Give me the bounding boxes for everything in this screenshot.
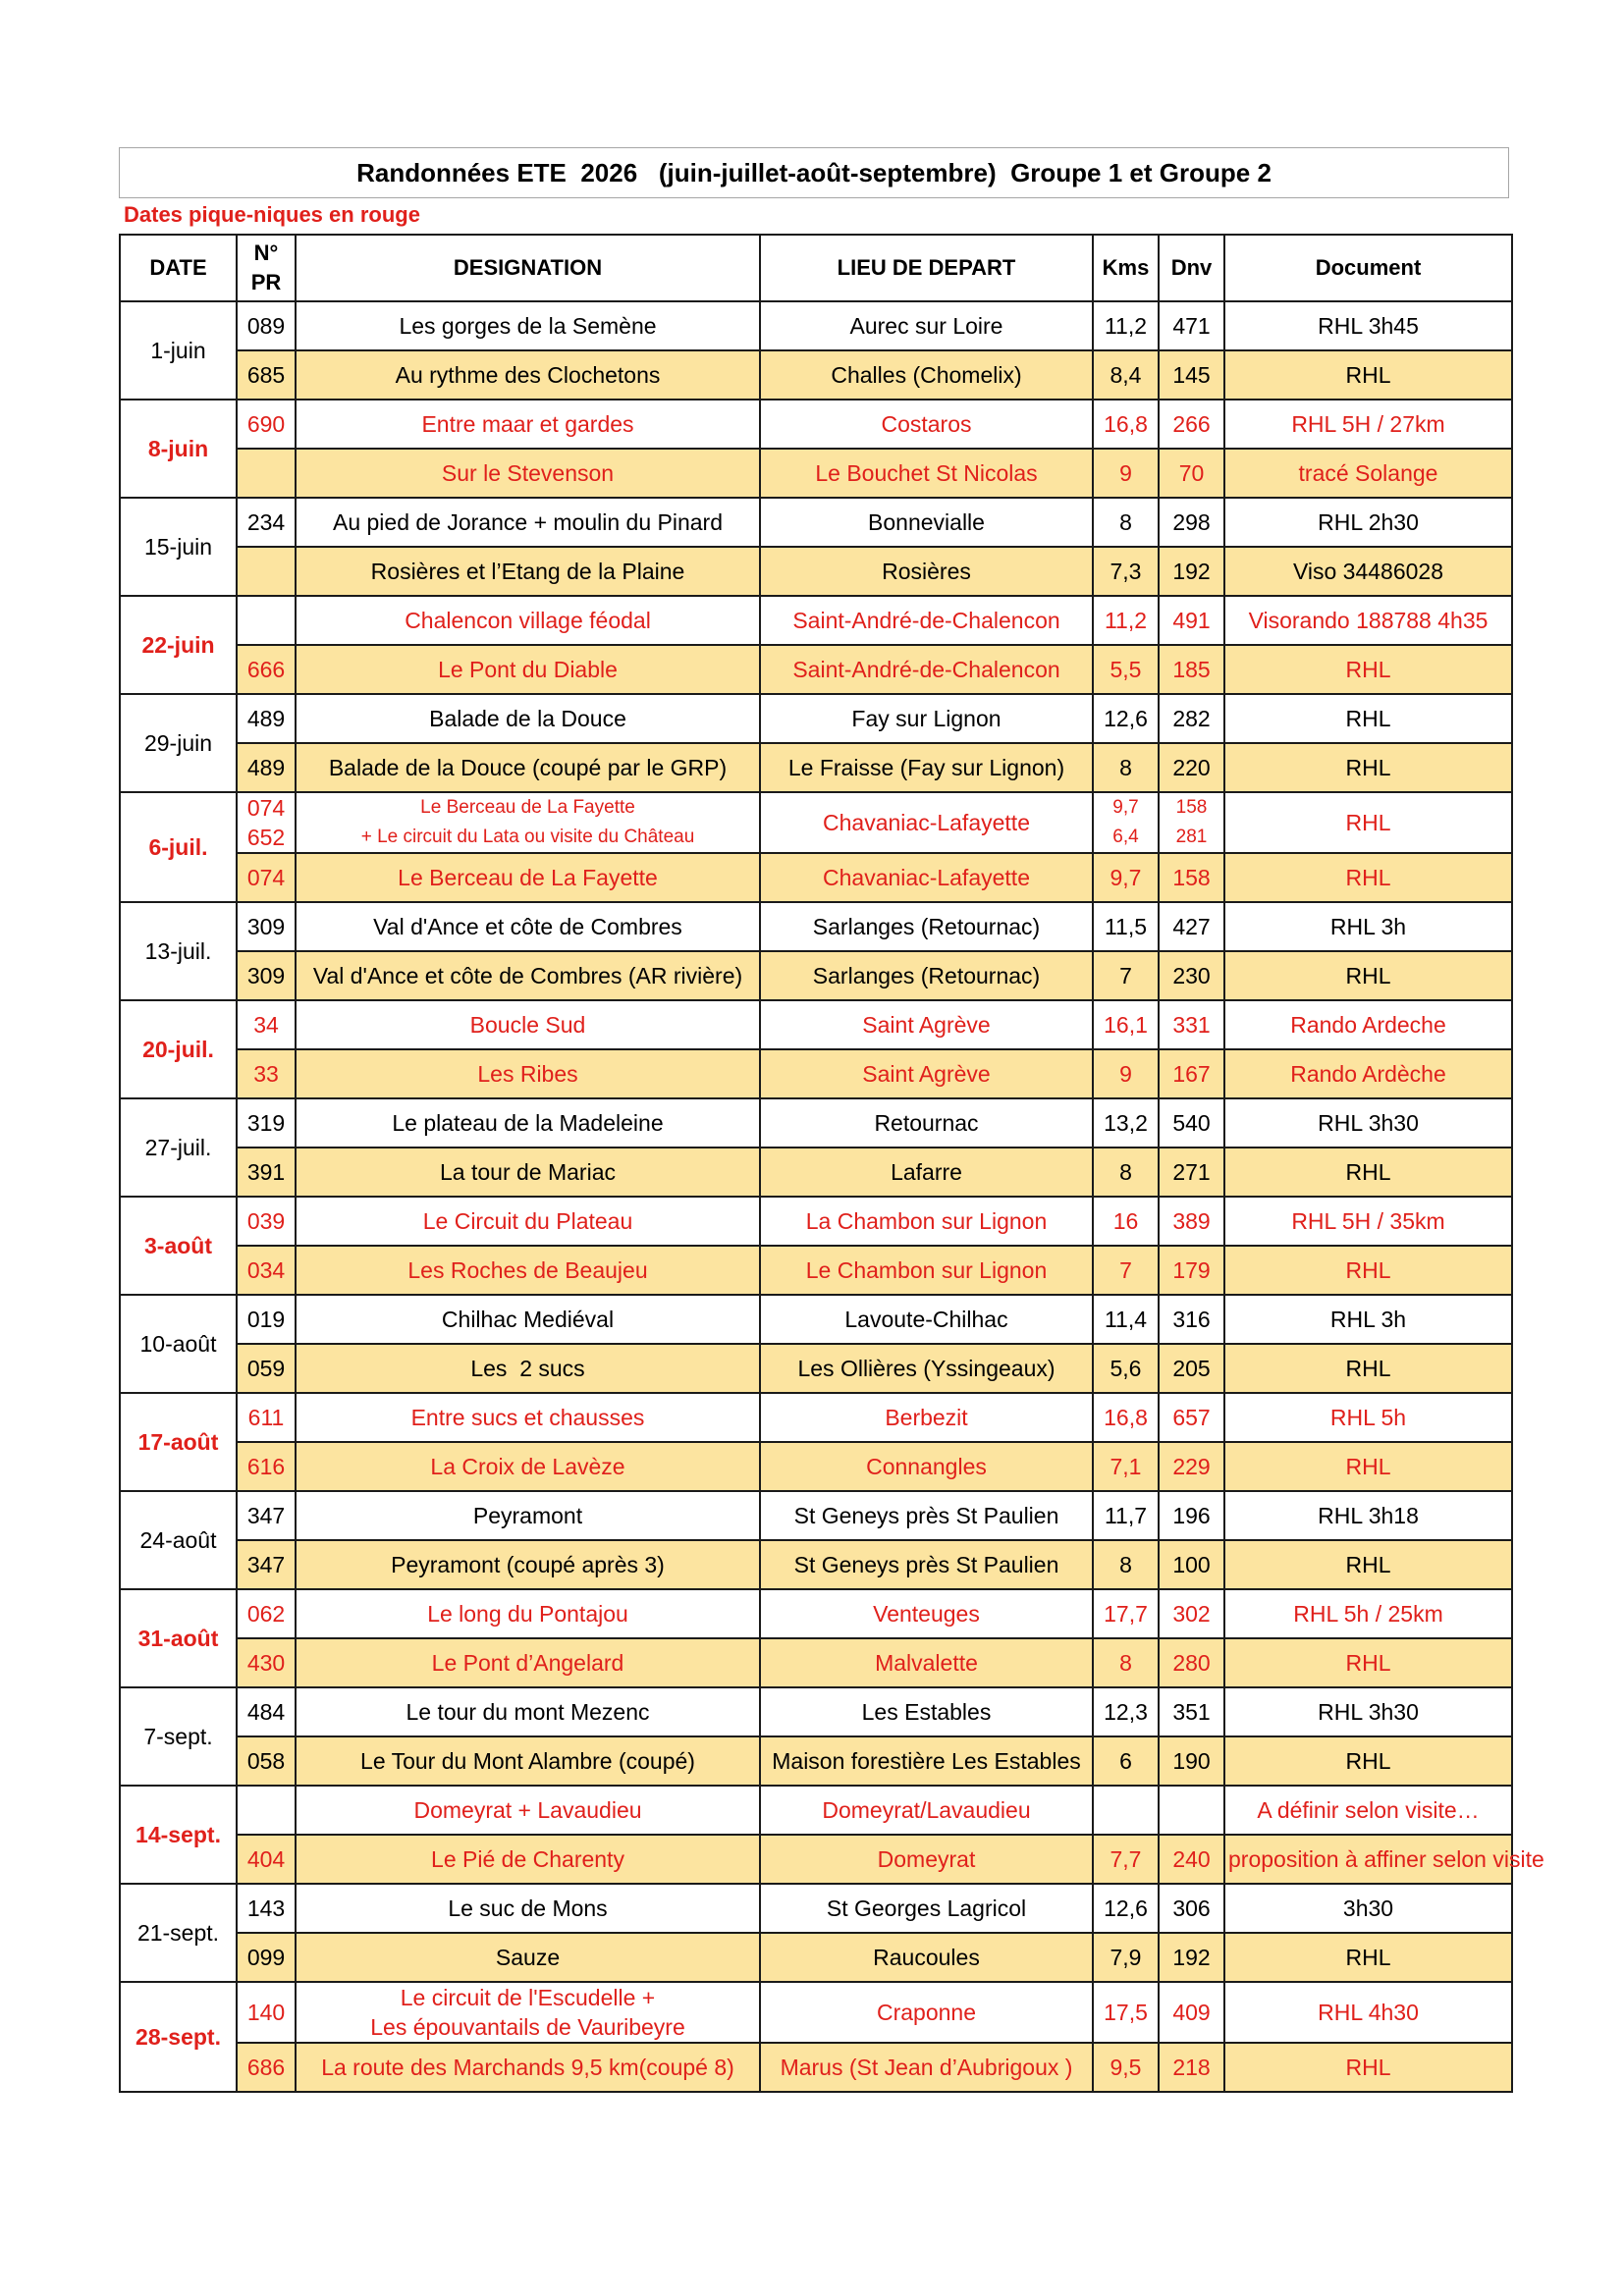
dnv-cell: 266 (1159, 400, 1224, 449)
table-row (120, 2043, 1512, 2092)
dnv-cell: 316 (1159, 1295, 1224, 1344)
designation-cell: Le Pié de Charenty (296, 1835, 760, 1884)
lieu-cell: Le Fraisse (Fay sur Lignon) (760, 743, 1093, 792)
document-cell: RHL 3h18 (1224, 1491, 1512, 1540)
dnv-cell: 657 (1159, 1393, 1224, 1442)
date-cell: 6-juil. (120, 792, 237, 902)
kms-cell: 17,7 (1093, 1589, 1159, 1638)
num-cell: 309 (237, 902, 296, 951)
kms-cell: 16,8 (1093, 400, 1159, 449)
kms-cell: 7,3 (1093, 547, 1159, 596)
document-cell: RHL 3h30 (1224, 1098, 1512, 1148)
designation-cell: Balade de la Douce (coupé par le GRP) (296, 743, 760, 792)
designation-cell: La route des Marchands 9,5 km(coupé 8) (296, 2043, 760, 2092)
designation-cell (296, 792, 760, 853)
kms-cell: 17,5 (1093, 1982, 1159, 2043)
table-row (120, 1393, 1512, 1442)
designation-line: Le circuit de l'Escudelle + (400, 1985, 656, 2010)
num-cell: 690 (237, 400, 296, 449)
header-lieu: LIEU DE DEPART (760, 235, 1093, 301)
lieu-cell: Lavoute-Chilhac (760, 1295, 1093, 1344)
designation-cell: Le Berceau de La Fayette (296, 853, 760, 902)
num-cell: 319 (237, 1098, 296, 1148)
document-cell: RHL (1224, 743, 1512, 792)
lieu-cell: Les Estables (760, 1687, 1093, 1736)
num-cell: 611 (237, 1393, 296, 1442)
document-cell: RHL 4h30 (1224, 1982, 1512, 2043)
document-cell: proposition à affiner selon visite (1224, 1835, 1512, 1884)
num-cell: 33 (237, 1049, 296, 1098)
dnv-cell (1159, 792, 1224, 853)
num-cell (237, 449, 296, 498)
document-cell: RHL 5H / 35km (1224, 1197, 1512, 1246)
table-row (120, 350, 1512, 400)
dnv-cell: 491 (1159, 596, 1224, 645)
kms-cell: 7,9 (1093, 1933, 1159, 1982)
date-cell: 7-sept. (120, 1687, 237, 1786)
kms-cell: 11,2 (1093, 596, 1159, 645)
designation-cell: Les 2 sucs (296, 1344, 760, 1393)
dnv-cell: 70 (1159, 449, 1224, 498)
designation-line: + Le circuit du Lata ou visite du Château (360, 827, 695, 847)
date-cell: 1-juin (120, 301, 237, 400)
num-cell: 059 (237, 1344, 296, 1393)
dnv-cell: 389 (1159, 1197, 1224, 1246)
lieu-cell: Venteuges (760, 1589, 1093, 1638)
num-cell: 039 (237, 1197, 296, 1246)
table-row (120, 1246, 1512, 1295)
date-cell: 14-sept. (120, 1786, 237, 1884)
kms-cell (1093, 792, 1159, 853)
date-cell: 22-juin (120, 596, 237, 694)
designation-cell: Les Ribes (296, 1049, 760, 1098)
kms-cell (1093, 1786, 1159, 1835)
num-cell: 484 (237, 1687, 296, 1736)
table-row (120, 902, 1512, 951)
table-row (120, 1589, 1512, 1638)
lieu-cell: Challes (Chomelix) (760, 350, 1093, 400)
table-row (120, 1344, 1512, 1393)
date-cell: 21-sept. (120, 1884, 237, 1982)
page-title: Randonnées ETE 2026 (juin-juillet-août-septembre) Groupe 1 et Groupe 2 (119, 147, 1509, 198)
lieu-cell: Connangles (760, 1442, 1093, 1491)
kms-cell: 16,1 (1093, 1000, 1159, 1049)
dnv-cell: 240 (1159, 1835, 1224, 1884)
num-cell: 034 (237, 1246, 296, 1295)
dnv-cell: 230 (1159, 951, 1224, 1000)
designation-cell: Les Roches de Beaujeu (296, 1246, 760, 1295)
num-cell: 099 (237, 1933, 296, 1982)
dnv-cell: 409 (1159, 1982, 1224, 2043)
num-cell: 074 (237, 853, 296, 902)
document-cell: RHL (1224, 645, 1512, 694)
num-cell: 347 (237, 1540, 296, 1589)
lieu-cell: Saint-André-de-Chalencon (760, 645, 1093, 694)
header-num-line2: PR (250, 270, 282, 294)
lieu-cell: Malvalette (760, 1638, 1093, 1687)
designation-cell: Sur le Stevenson (296, 449, 760, 498)
lieu-cell: La Chambon sur Lignon (760, 1197, 1093, 1246)
date-cell: 3-août (120, 1197, 237, 1295)
dnv-cell: 271 (1159, 1148, 1224, 1197)
kms-cell: 5,6 (1093, 1344, 1159, 1393)
dnv-cell: 205 (1159, 1344, 1224, 1393)
table-row (120, 1884, 1512, 1933)
dnv-cell: 192 (1159, 547, 1224, 596)
kms-cell: 9 (1093, 1049, 1159, 1098)
document-cell: A définir selon visite… (1224, 1786, 1512, 1835)
lieu-cell: Retournac (760, 1098, 1093, 1148)
document-cell: RHL 5h / 25km (1224, 1589, 1512, 1638)
header-dnv: Dnv (1159, 235, 1224, 301)
table-row (120, 1295, 1512, 1344)
date-cell: 29-juin (120, 694, 237, 792)
table-row (120, 1442, 1512, 1491)
document-cell: RHL 3h30 (1224, 1687, 1512, 1736)
designation-cell: Le tour du mont Mezenc (296, 1687, 760, 1736)
table-row (120, 694, 1512, 743)
kms-cell: 8 (1093, 1638, 1159, 1687)
designation-cell: Le Circuit du Plateau (296, 1197, 760, 1246)
dnv-cell: 190 (1159, 1736, 1224, 1786)
dnv-cell: 167 (1159, 1049, 1224, 1098)
num-cell (237, 1786, 296, 1835)
date-cell: 10-août (120, 1295, 237, 1393)
date-cell: 20-juil. (120, 1000, 237, 1098)
designation-cell: Le suc de Mons (296, 1884, 760, 1933)
document-cell: RHL (1224, 1246, 1512, 1295)
designation-cell: Entre sucs et chausses (296, 1393, 760, 1442)
num-cell: 140 (237, 1982, 296, 2043)
num-cell: 058 (237, 1736, 296, 1786)
date-cell: 24-août (120, 1491, 237, 1589)
lieu-cell: Costaros (760, 400, 1093, 449)
document-cell: RHL (1224, 1442, 1512, 1491)
header-document: Document (1224, 235, 1512, 301)
num-cell: 234 (237, 498, 296, 547)
document-cell: RHL 3h (1224, 902, 1512, 951)
designation-cell: Le Pont d’Angelard (296, 1638, 760, 1687)
kms-cell: 12,3 (1093, 1687, 1159, 1736)
num-cell (237, 547, 296, 596)
lieu-cell: Saint Agrève (760, 1000, 1093, 1049)
kms-cell: 11,5 (1093, 902, 1159, 951)
designation-cell: Domeyrat + Lavaudieu (296, 1786, 760, 1835)
dnv-cell: 179 (1159, 1246, 1224, 1295)
kms-cell: 11,7 (1093, 1491, 1159, 1540)
num-cell: 143 (237, 1884, 296, 1933)
kms-cell: 8,4 (1093, 350, 1159, 400)
table-row (120, 951, 1512, 1000)
lieu-cell: Les Ollières (Yssingeaux) (760, 1344, 1093, 1393)
lieu-cell: Le Bouchet St Nicolas (760, 449, 1093, 498)
designation-cell: Peyramont (coupé après 3) (296, 1540, 760, 1589)
kms-line: 6,4 (1112, 827, 1139, 847)
table-row (120, 1786, 1512, 1835)
document-cell: RHL (1224, 951, 1512, 1000)
dnv-cell: 145 (1159, 350, 1224, 400)
dnv-cell: 280 (1159, 1638, 1224, 1687)
table-row (120, 853, 1512, 902)
dnv-cell: 218 (1159, 2043, 1224, 2092)
dnv-cell: 298 (1159, 498, 1224, 547)
date-cell: 17-août (120, 1393, 237, 1491)
dnv-cell (1159, 1786, 1224, 1835)
num-line: 652 (246, 825, 286, 850)
kms-cell: 8 (1093, 743, 1159, 792)
document-cell: tracé Solange (1224, 449, 1512, 498)
dnv-cell: 220 (1159, 743, 1224, 792)
table-row (120, 792, 1512, 853)
date-cell: 13-juil. (120, 902, 237, 1000)
designation-cell: Balade de la Douce (296, 694, 760, 743)
lieu-cell: Lafarre (760, 1148, 1093, 1197)
kms-cell: 16,8 (1093, 1393, 1159, 1442)
num-line: 074 (246, 795, 286, 821)
table-row (120, 1933, 1512, 1982)
dnv-line: 158 (1175, 797, 1208, 818)
document-cell: Visorando 188788 4h35 (1224, 596, 1512, 645)
document-cell: Rando Ardeche (1224, 1000, 1512, 1049)
dnv-cell: 471 (1159, 301, 1224, 350)
table-row (120, 1148, 1512, 1197)
table-row (120, 1049, 1512, 1098)
num-cell: 34 (237, 1000, 296, 1049)
kms-cell: 12,6 (1093, 1884, 1159, 1933)
lieu-cell: Raucoules (760, 1933, 1093, 1982)
designation-line: Le Berceau de La Fayette (420, 797, 635, 818)
num-cell: 666 (237, 645, 296, 694)
header-kms: Kms (1093, 235, 1159, 301)
num-cell: 062 (237, 1589, 296, 1638)
designation-cell: La Croix de Lavèze (296, 1442, 760, 1491)
kms-cell: 7,1 (1093, 1442, 1159, 1491)
table-row (120, 1098, 1512, 1148)
date-cell: 8-juin (120, 400, 237, 498)
lieu-cell: Domeyrat/Lavaudieu (760, 1786, 1093, 1835)
document-cell: RHL (1224, 1933, 1512, 1982)
dnv-cell: 229 (1159, 1442, 1224, 1491)
kms-cell: 9 (1093, 449, 1159, 498)
lieu-cell: Bonnevialle (760, 498, 1093, 547)
kms-cell: 8 (1093, 1148, 1159, 1197)
picnic-legend: Dates pique-niques en rouge (124, 202, 420, 227)
lieu-cell: Sarlanges (Retournac) (760, 902, 1093, 951)
table-row (120, 1687, 1512, 1736)
document-cell: Viso 34486028 (1224, 547, 1512, 596)
designation-line: Les épouvantails de Vauribeyre (370, 2014, 685, 2040)
lieu-cell: Chavaniac-Lafayette (760, 792, 1093, 853)
kms-cell: 9,5 (1093, 2043, 1159, 2092)
lieu-cell: St Geneys près St Paulien (760, 1540, 1093, 1589)
lieu-cell: Rosières (760, 547, 1093, 596)
designation-cell: Chalencon village féodal (296, 596, 760, 645)
lieu-cell: St Geneys près St Paulien (760, 1491, 1093, 1540)
document-cell: RHL (1224, 1344, 1512, 1393)
document-cell: RHL (1224, 853, 1512, 902)
table-row (120, 400, 1512, 449)
date-cell: 15-juin (120, 498, 237, 596)
designation-cell: Au rythme des Clochetons (296, 350, 760, 400)
lieu-cell: Saint-André-de-Chalencon (760, 596, 1093, 645)
document-cell: 3h30 (1224, 1884, 1512, 1933)
table-row (120, 596, 1512, 645)
kms-cell: 7 (1093, 1246, 1159, 1295)
table-row (120, 1000, 1512, 1049)
dnv-cell: 158 (1159, 853, 1224, 902)
table-row (120, 1982, 1512, 2043)
num-cell: 686 (237, 2043, 296, 2092)
designation-cell: Rosières et l’Etang de la Plaine (296, 547, 760, 596)
kms-cell: 16 (1093, 1197, 1159, 1246)
kms-cell: 8 (1093, 498, 1159, 547)
lieu-cell: Berbezit (760, 1393, 1093, 1442)
table-row (120, 1638, 1512, 1687)
designation-cell (296, 1982, 760, 2043)
dnv-cell: 306 (1159, 1884, 1224, 1933)
lieu-cell: Maison forestière Les Estables (760, 1736, 1093, 1786)
designation-cell: Boucle Sud (296, 1000, 760, 1049)
document-cell: RHL 3h (1224, 1295, 1512, 1344)
kms-cell: 9,7 (1093, 853, 1159, 902)
dnv-cell: 196 (1159, 1491, 1224, 1540)
kms-cell: 6 (1093, 1736, 1159, 1786)
lieu-cell: Craponne (760, 1982, 1093, 2043)
designation-cell: Sauze (296, 1933, 760, 1982)
num-cell: 430 (237, 1638, 296, 1687)
dnv-cell: 540 (1159, 1098, 1224, 1148)
table-row (120, 743, 1512, 792)
kms-cell: 7,7 (1093, 1835, 1159, 1884)
table-row (120, 645, 1512, 694)
dnv-cell: 185 (1159, 645, 1224, 694)
kms-cell: 12,6 (1093, 694, 1159, 743)
table-row (120, 449, 1512, 498)
designation-cell: Les gorges de la Semène (296, 301, 760, 350)
table-row (120, 1736, 1512, 1786)
hikes-table (119, 234, 1544, 2093)
lieu-cell: St Georges Lagricol (760, 1884, 1093, 1933)
lieu-cell: Domeyrat (760, 1835, 1093, 1884)
date-cell: 31-août (120, 1589, 237, 1687)
kms-cell: 11,4 (1093, 1295, 1159, 1344)
lieu-cell: Saint Agrève (760, 1049, 1093, 1098)
designation-cell: La tour de Mariac (296, 1148, 760, 1197)
kms-cell: 8 (1093, 1540, 1159, 1589)
lieu-cell: Sarlanges (Retournac) (760, 951, 1093, 1000)
num-cell: 489 (237, 694, 296, 743)
lieu-cell: Fay sur Lignon (760, 694, 1093, 743)
lieu-cell: Marus (St Jean d’Aubrigoux ) (760, 2043, 1093, 2092)
lieu-cell: Le Chambon sur Lignon (760, 1246, 1093, 1295)
table-header-row (120, 235, 1512, 301)
num-cell: 489 (237, 743, 296, 792)
document-cell: RHL 2h30 (1224, 498, 1512, 547)
num-cell (237, 596, 296, 645)
designation-cell: Val d'Ance et côte de Combres (AR rivière) (296, 951, 760, 1000)
date-cell: 27-juil. (120, 1098, 237, 1197)
header-designation: DESIGNATION (296, 235, 760, 301)
num-cell: 019 (237, 1295, 296, 1344)
dnv-cell: 100 (1159, 1540, 1224, 1589)
num-cell: 089 (237, 301, 296, 350)
header-num-line1: N° (253, 240, 279, 265)
dnv-line: 281 (1175, 827, 1208, 847)
table-row (120, 301, 1512, 350)
kms-cell: 7 (1093, 951, 1159, 1000)
designation-cell: Entre maar et gardes (296, 400, 760, 449)
designation-cell: Chilhac Mediéval (296, 1295, 760, 1344)
document-cell: RHL (1224, 1148, 1512, 1197)
num-cell: 404 (237, 1835, 296, 1884)
table-row (120, 547, 1512, 596)
designation-cell: Le plateau de la Madeleine (296, 1098, 760, 1148)
date-cell: 28-sept. (120, 1982, 237, 2092)
designation-cell: Le long du Pontajou (296, 1589, 760, 1638)
num-cell: 309 (237, 951, 296, 1000)
dnv-cell: 192 (1159, 1933, 1224, 1982)
dnv-cell: 351 (1159, 1687, 1224, 1736)
num-cell (237, 792, 296, 853)
header-num (237, 235, 296, 301)
document-cell: RHL (1224, 792, 1512, 853)
document-cell: RHL (1224, 694, 1512, 743)
dnv-cell: 331 (1159, 1000, 1224, 1049)
num-cell: 616 (237, 1442, 296, 1491)
document-cell: Rando Ardèche (1224, 1049, 1512, 1098)
document-cell: RHL 5h (1224, 1393, 1512, 1442)
table-row (120, 1197, 1512, 1246)
table-row (120, 1540, 1512, 1589)
designation-cell: Au pied de Jorance + moulin du Pinard (296, 498, 760, 547)
num-cell: 347 (237, 1491, 296, 1540)
lieu-cell: Chavaniac-Lafayette (760, 853, 1093, 902)
num-cell: 391 (237, 1148, 296, 1197)
designation-cell: Le Pont du Diable (296, 645, 760, 694)
table-row (120, 1491, 1512, 1540)
table-row (120, 498, 1512, 547)
designation-cell: Le Tour du Mont Alambre (coupé) (296, 1736, 760, 1786)
document-cell: RHL (1224, 1540, 1512, 1589)
document-cell: RHL (1224, 350, 1512, 400)
kms-line: 9,7 (1112, 797, 1139, 818)
num-cell: 685 (237, 350, 296, 400)
designation-cell: Val d'Ance et côte de Combres (296, 902, 760, 951)
lieu-cell: Aurec sur Loire (760, 301, 1093, 350)
document-cell: RHL (1224, 1736, 1512, 1786)
designation-cell: Peyramont (296, 1491, 760, 1540)
document-cell: RHL (1224, 1638, 1512, 1687)
dnv-cell: 302 (1159, 1589, 1224, 1638)
header-date: DATE (120, 235, 237, 301)
dnv-cell: 282 (1159, 694, 1224, 743)
table-row (120, 1835, 1512, 1884)
kms-cell: 5,5 (1093, 645, 1159, 694)
document-cell: RHL 5H / 27km (1224, 400, 1512, 449)
document-cell: RHL 3h45 (1224, 301, 1512, 350)
document-cell: RHL (1224, 2043, 1512, 2092)
dnv-cell: 427 (1159, 902, 1224, 951)
kms-cell: 13,2 (1093, 1098, 1159, 1148)
kms-cell: 11,2 (1093, 301, 1159, 350)
